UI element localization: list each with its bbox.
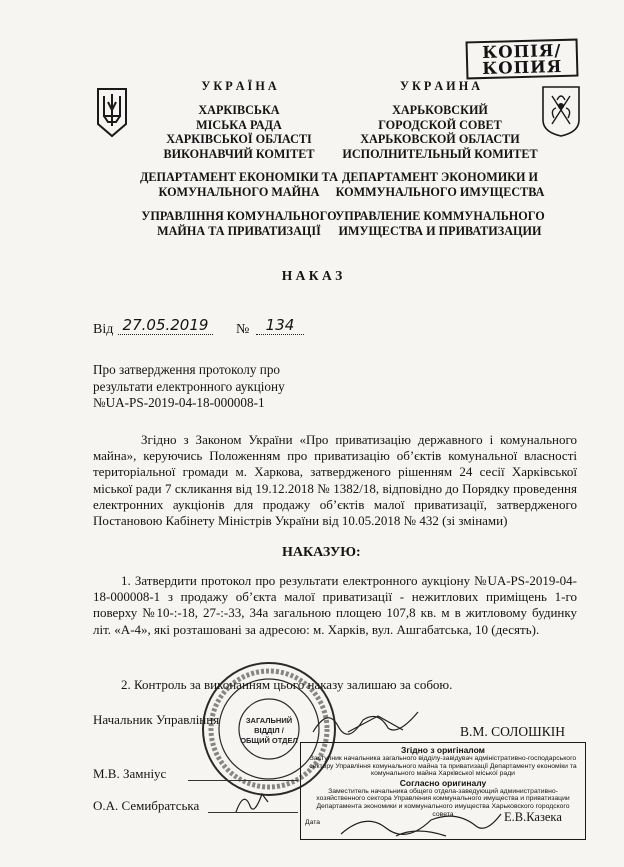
order-number-label: № — [236, 322, 250, 337]
approver-2-name: О.А. Семибратська — [93, 798, 200, 813]
subject-line: результати електронного аукціону — [93, 378, 285, 394]
header-ua-line: МАЙНА ТА ПРИВАТИЗАЦІЇ — [157, 223, 321, 238]
approver-2-signature — [232, 786, 272, 816]
header-ua-council — [132, 103, 346, 161]
round-stamp-line-1: ЗАГАЛЬНИЙ — [245, 716, 293, 725]
header-ua-line: УПРАВЛІННЯ КОМУНАЛЬНОГО — [141, 209, 337, 223]
header-ru-line: УПРАВЛЕНИЕ КОММУНАЛЬНОГО — [335, 209, 545, 223]
header-ru-country: У К Р А И Н А — [399, 79, 481, 93]
subject-line: №UA-PS-2019-04-18-000008-1 — [93, 395, 265, 410]
header-ru-line: КОММУНАЛЬНОГО ИМУЩЕСТВА — [335, 184, 545, 199]
header-ua-country: У К Р А Ї Н А — [201, 79, 277, 93]
header-ua-directorate — [132, 209, 346, 238]
header-ua-line: ХАРКІВСЬКОЇ ОБЛАСТІ — [166, 132, 312, 146]
copy-stamp — [466, 39, 579, 80]
trident-emblem-icon — [94, 86, 130, 138]
order-subject — [93, 362, 285, 412]
document-type-title: Н А К А З — [281, 268, 343, 283]
header-ua-department — [132, 170, 346, 199]
order-item-2: 2. Контроль за виконанням цього наказу залишаю за собою. — [121, 677, 453, 692]
copy-stamp-line-ua: КОПІЯ/ — [481, 40, 562, 63]
header-ua-line: КОМУНАЛЬНОГО МАЙНА — [158, 184, 320, 199]
certified-title-ua: Згідно з оригіналом — [401, 745, 485, 755]
round-stamp-line-3: ОБЩИЙ ОТДЕЛ — [240, 736, 298, 745]
header-ua-line: МІСЬКА РАДА — [196, 117, 282, 132]
header-ua-line: ХАРКІВСЬКА — [198, 103, 280, 117]
order-date-label: Від — [93, 322, 114, 337]
kharkiv-coat-of-arms-icon — [540, 84, 582, 138]
header-ru-line: ДЕПАРТАМЕНТ ЭКОНОМИКИ И — [341, 170, 539, 184]
approver-3-name: Е.В.Казека — [504, 810, 562, 824]
copy-stamp-line-ru: КОПИЯ — [481, 56, 563, 79]
header-ru-line: ХАРЬКОВСКИЙ — [392, 103, 488, 117]
header-ru-council — [334, 103, 546, 161]
header-ru-directorate — [334, 209, 546, 238]
header-ua-line: ДЕПАРТАМЕНТ ЕКОНОМІКИ ТА — [139, 170, 339, 184]
certified-date-label: Дата — [305, 819, 321, 827]
header-ua-line: ВИКОНАВЧИЙ КОМІТЕТ — [163, 146, 315, 161]
certified-text-ru: Заместитель начальника общего отдела-заведующий административно-хозяйственного сектора Управления коммунального имущества и приватизации Департамента экономики и коммунального имущества Харьковского городского совета — [316, 787, 570, 818]
round-stamp-line-2: ВІДДІЛ / — [254, 726, 284, 735]
header-ru-line: ХАРЬКОВСКОЙ ОБЛАСТИ — [360, 132, 520, 146]
header-ru-line: ИСПОЛНИТЕЛЬНЫЙ КОМИТЕТ — [342, 146, 538, 161]
header-ru-line: ГОРОДСКОЙ СОВЕТ — [378, 117, 502, 132]
order-item-1: 1. Затвердити протокол про результати електронного аукціону №UA-PS-2019-04-18-000008-1 з продажу об’єкта малої приватизації - нежитлових приміщень 1-го поверху №10-:-18, 27-:-33, 34а загальною площею 107,8 кв. м в житловому будинку літ. «А-4», які розташовані за адресою: м. Харків, вул. Ашгабатська, 10 (десять). — [93, 573, 577, 637]
signer-position: Начальник Управління — [93, 712, 220, 727]
subject-line: Про затвердження протоколу про — [93, 362, 281, 377]
order-date-value: 27.05.2019 — [118, 316, 213, 335]
certified-title-ru: Согласно оригиналу — [399, 777, 487, 788]
certified-text-ua: Заступник начальника загального відділу-завідувач адміністративно-господарського сектору Управління комунального майна та приватизації Департаменту економіки та комунального майна Харківської міської ради — [309, 755, 577, 778]
order-number-value: 134 — [256, 316, 304, 335]
preamble-paragraph: Згідно з Законом України «Про приватизацію державного і комунального майна», керуючись Положенням про приватизацію об’єктів комунальної власності територіальної громади м. Харкова, затвердженого рішенням 24 сесії Харківської міської ради 7 скликання від 19.12.2018 № 1382/18, відповідно до Порядку проведення електронних аукціонів для продажу об’єктів малої приватизації, затвердженого Постановою Кабінету Міністрів України від 10.05.2018 № 432 (зі змінами) — [93, 432, 577, 529]
approver-1-name: М.В. Замніус — [93, 766, 167, 781]
header-ru-department — [334, 170, 546, 199]
signer-name: В.М. СОЛОШКІН — [460, 724, 565, 739]
approver-1-signature-line — [188, 780, 298, 781]
signer-signature — [308, 702, 428, 740]
order-word-heading: НАКАЗУЮ: — [282, 545, 361, 560]
certified-stamp-signature — [336, 806, 506, 842]
header-ru-line: ИМУЩЕСТВА И ПРИВАТИЗАЦИИ — [338, 223, 542, 238]
